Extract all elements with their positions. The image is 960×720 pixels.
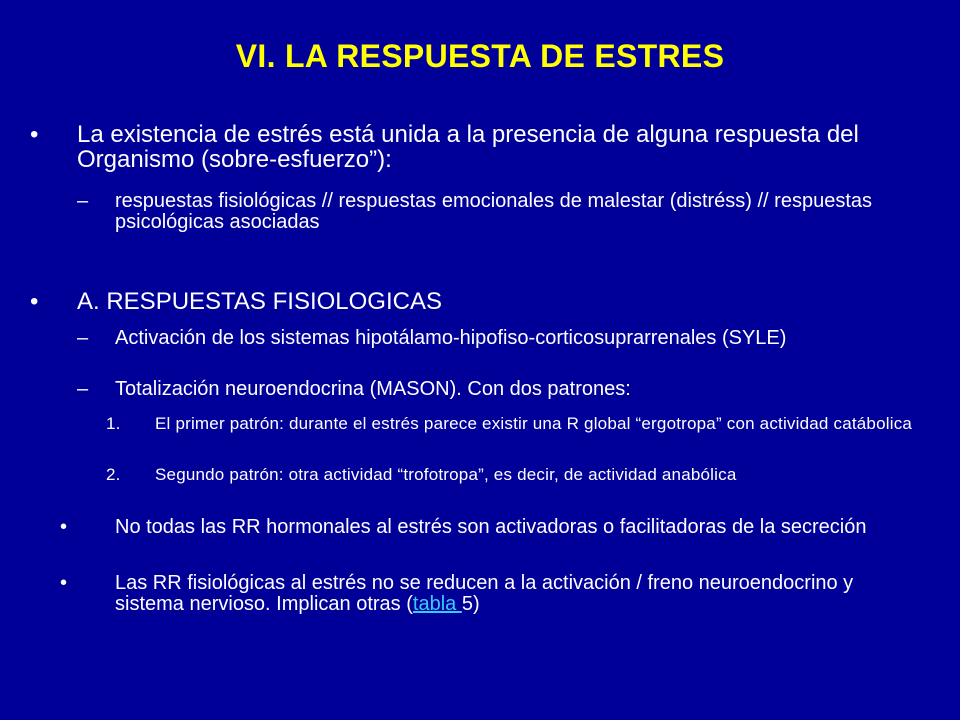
las-rr-text: Las RR fisiológicas al estrés no se reducen a la activación / freno neuroendocrino y sistema nervioso. Implican otras (	[115, 572, 854, 615]
bullet-marker: •	[30, 288, 39, 315]
bullet-marker: •	[60, 516, 68, 538]
dash-marker: –	[77, 190, 89, 212]
bullet-marker: •	[30, 121, 39, 148]
numbered-item-segundo-patron: Segundo patrón: otra actividad “trofotropa”, es decir, de actividad anabólica	[155, 465, 737, 484]
dash-marker: –	[77, 378, 89, 400]
tabla-link[interactable]: tabla	[412, 593, 462, 615]
sub-activacion: Activación de los sistemas hipotálamo-hipofiso-corticosuprarrenales (SYLE)	[115, 327, 787, 349]
sub-totalizacion: Totalización neuroendocrina (MASON). Con dos patrones:	[115, 378, 631, 400]
bullet-existencia: La existencia de estrés está unida a la presencia de alguna respuesta del Organismo (sobre-esfuerzo”):	[77, 121, 859, 173]
slide-title: VI. LA RESPUESTA DE ESTRES	[235, 38, 725, 74]
sub-respuestas: respuestas fisiológicas // respuestas emocionales de malestar (distréss) // respuestas psicológicas asociadas	[115, 190, 873, 233]
dash-marker: –	[77, 327, 89, 349]
las-rr-suffix: 5)	[461, 593, 480, 615]
bullet-marker: •	[60, 572, 68, 594]
number-marker: 2.	[106, 465, 121, 484]
bullet-las-rr	[115, 573, 915, 615]
numbered-item-primer-patron: El primer patrón: durante el estrés parece existir una R global “ergotropa” con actividad catábolica	[155, 414, 913, 433]
bullet-respuestas-fisiologicas: A. RESPUESTAS FISIOLOGICAS	[77, 288, 442, 315]
number-marker: 1.	[106, 414, 121, 433]
bullet-no-todas: No todas las RR hormonales al estrés son activadoras o facilitadoras de la secreción	[115, 516, 867, 538]
